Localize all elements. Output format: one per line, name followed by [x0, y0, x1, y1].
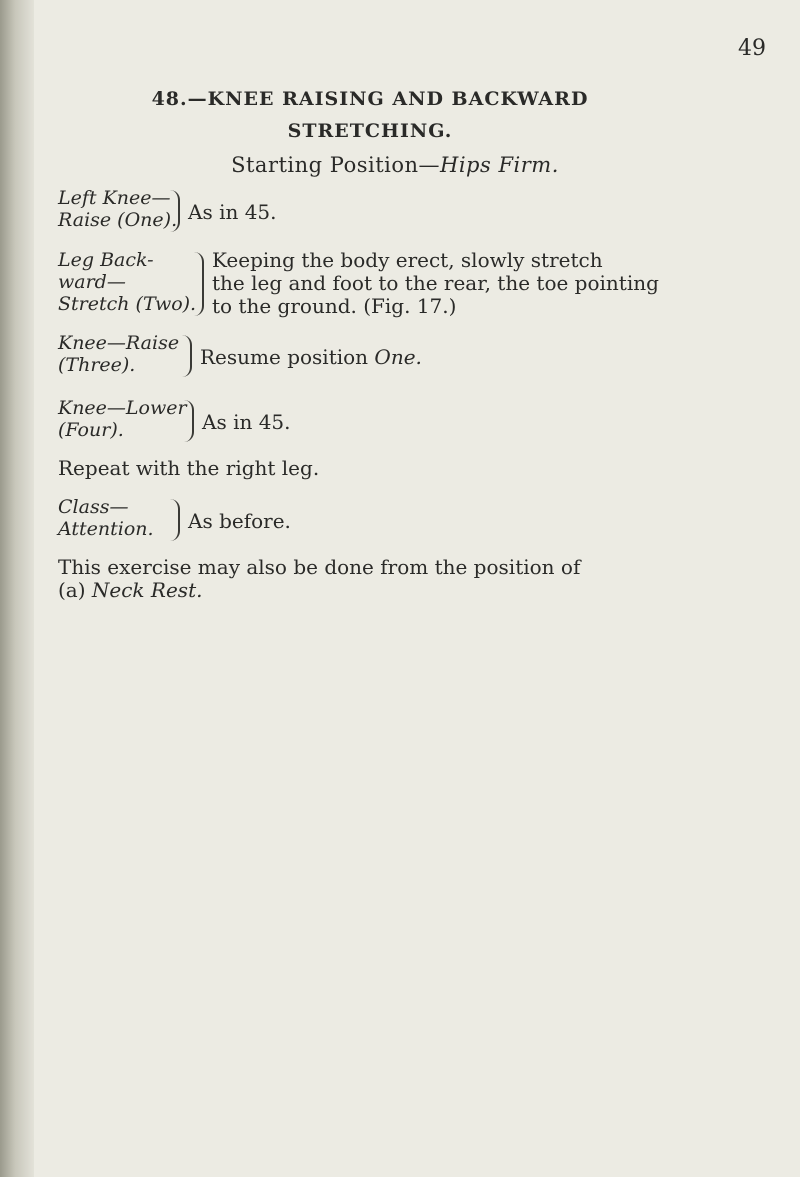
brace: [192, 252, 204, 316]
step-label-left-knee-raise: Left Knee— Raise (One).: [58, 187, 178, 231]
step-label-knee-lower: Knee—Lower (Four).: [58, 397, 187, 441]
starting-position: [0, 153, 790, 177]
step-description-4: As in 45.: [202, 410, 291, 434]
step-description-1: As in 45.: [188, 200, 277, 224]
step-label-knee-raise: Knee—Raise (Three).: [58, 332, 180, 376]
closing-note-line2: (a) Neck Rest.: [58, 578, 203, 602]
starting-position-label: Starting Position—: [231, 153, 441, 177]
class-attention-label: Class— Attention.: [58, 496, 154, 540]
step-description-3: Resume position One.: [200, 345, 422, 369]
brace: [168, 190, 180, 232]
step-label-leg-backward-stretch: Leg Back- ward— Stretch (Two).: [58, 249, 197, 315]
repeat-instruction: Repeat with the right leg.: [58, 456, 320, 480]
page-number: 49: [738, 36, 766, 61]
brace: [182, 400, 194, 442]
exercise-title-continued: STRETCHING.: [287, 120, 453, 142]
closing-note-line1: This exercise may also be done from the position of: [58, 555, 581, 579]
starting-position-value: Hips Firm.: [440, 153, 559, 177]
exercise-title: 48.—KNEE RAISING AND BACKWARD: [151, 88, 589, 110]
closing-note: [58, 556, 780, 602]
brace: [180, 335, 192, 377]
step-description-2: Keeping the body erect, slowly stretch the leg and foot to the rear, the toe pointing to the ground. (Fig. 17.): [212, 248, 659, 318]
class-attention-description: As before.: [188, 509, 291, 533]
brace: [168, 499, 180, 541]
